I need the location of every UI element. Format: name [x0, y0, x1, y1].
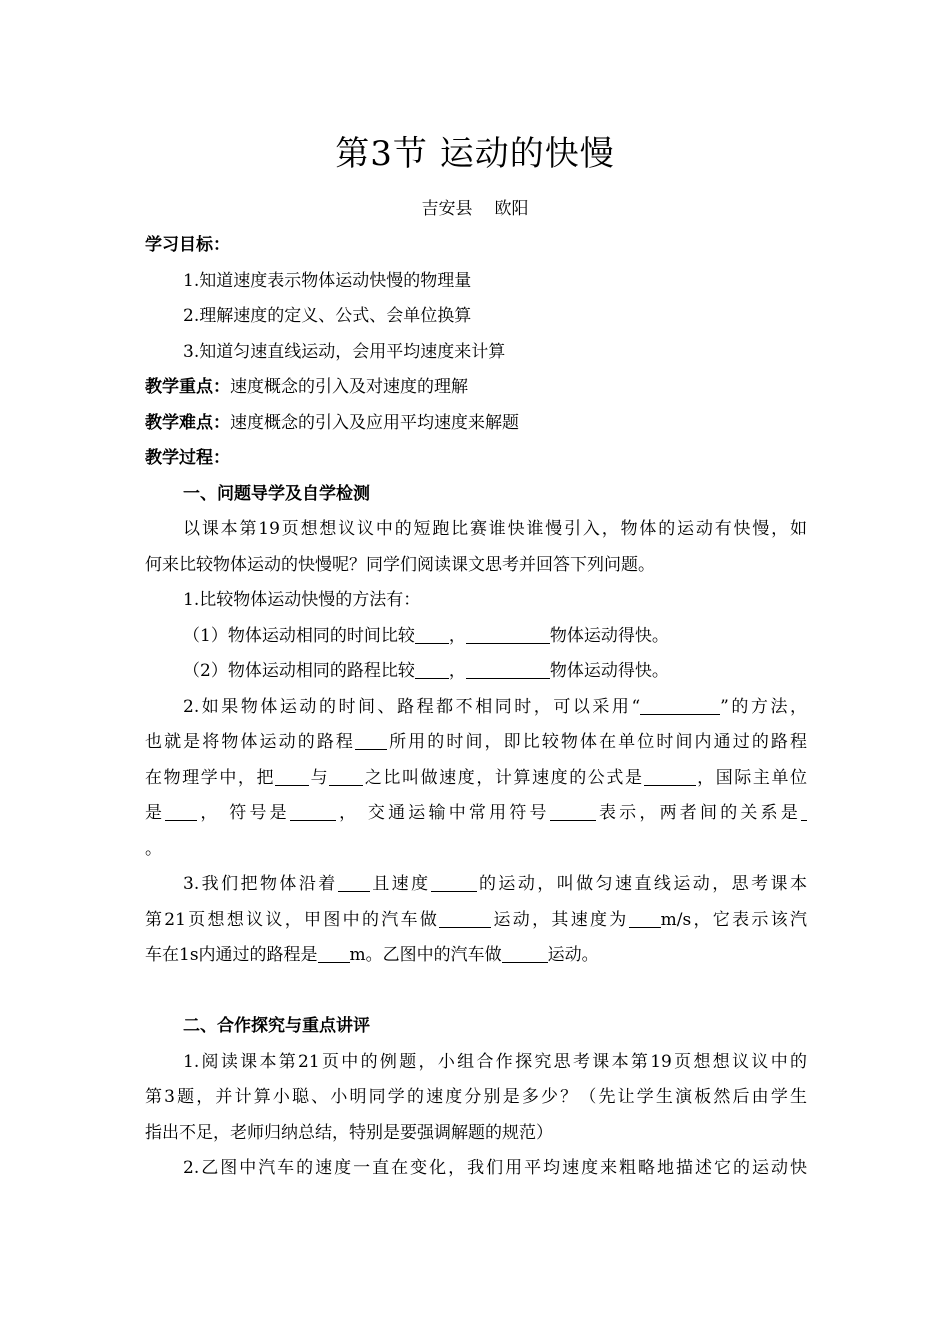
question-3-line	[145, 938, 807, 974]
spacer	[145, 974, 807, 1010]
difficulty-text: 速度概念的引入及应用平均速度来解题	[230, 412, 519, 433]
section2-paragraph-line: 指出不足，老师归纳总结，特别是要强调解题的规范）	[145, 1122, 553, 1143]
document-body	[145, 228, 807, 1187]
objectives-heading: 学习目标：	[145, 235, 230, 255]
blank[interactable]	[355, 731, 387, 750]
question-2-line	[145, 796, 807, 832]
author-line	[0, 194, 950, 219]
question-text: 且速度	[369, 874, 431, 894]
question-text: 第21页想想议议，甲图中的汽车做	[145, 909, 440, 930]
question-text: 表示，两者间的关系是	[595, 803, 802, 823]
question-text: 物体运动得快。	[549, 625, 669, 646]
blank[interactable]	[466, 660, 550, 679]
question-text: ，	[448, 661, 466, 681]
question-text: 车在1s内通过的路程是	[145, 945, 318, 965]
author-name: 欧阳	[494, 199, 529, 219]
blank[interactable]	[439, 909, 491, 928]
question-text: ， 符号是	[197, 803, 290, 823]
question-1: 1.比较物体运动快慢的方法有：	[183, 590, 421, 610]
difficulty-label: 教学难点：	[145, 412, 230, 433]
question-text: 运动。	[547, 945, 599, 965]
process-heading: 教学过程：	[145, 448, 230, 468]
blank[interactable]	[640, 696, 720, 715]
blank[interactable]	[502, 944, 548, 963]
author-county: 吉安县	[421, 199, 473, 219]
blank[interactable]	[629, 909, 661, 928]
question-text: 在物理学中，把	[145, 767, 276, 788]
key-point-label: 教学重点：	[145, 377, 230, 397]
question-text: 是	[145, 803, 166, 823]
question-2-line	[145, 725, 807, 761]
question-text: 2.如果物体运动的时间、路程都不相同时，可以采用“	[183, 696, 641, 717]
section2-heading: 二、合作探究与重点讲评	[183, 1016, 370, 1036]
blank[interactable]	[329, 767, 363, 786]
question-3-line	[145, 867, 807, 903]
objective-item: 1.知道速度表示物体运动快慢的物理量	[183, 270, 472, 291]
page-title: 第3节 运动的快慢	[335, 134, 615, 174]
blank[interactable]	[290, 802, 336, 821]
section2-paragraph-line: 1.阅读课本第21页中的例题，小组合作探究思考课本第19页想想议议中的	[183, 1051, 807, 1072]
question-text: ”的方法，	[720, 696, 807, 717]
key-point	[145, 370, 807, 406]
section1-heading: 一、问题导学及自学检测	[183, 483, 370, 504]
question-text: ，	[448, 625, 466, 646]
question-1b	[145, 654, 807, 690]
question-text: （2）物体运动相同的路程比较	[183, 661, 415, 681]
question-text: ， 交通运输中常用符号	[335, 803, 550, 823]
objective-item: 3.知道匀速直线运动，会用平均速度来计算	[183, 341, 506, 362]
blank[interactable]	[318, 944, 350, 963]
blank[interactable]	[275, 767, 309, 786]
question-text: ，国际主单位	[695, 767, 808, 788]
question-text: 也就是将物体运动的路程	[145, 732, 355, 752]
question-3-line	[145, 903, 807, 939]
question-text: （1）物体运动相同的时间比较	[183, 625, 415, 646]
question-text: 的运动，叫做匀速直线运动，思考课本	[476, 874, 807, 894]
question-2-line	[145, 690, 807, 726]
blank[interactable]	[415, 625, 449, 644]
blank[interactable]	[466, 625, 550, 644]
question-text: 与	[309, 767, 330, 788]
question-2-end: 。	[145, 838, 162, 859]
question-2-line	[145, 761, 807, 797]
question-text: 所用的时间，即比较物体在单位时间内通过的路程	[387, 732, 807, 752]
key-point-text: 速度概念的引入及对速度的理解	[230, 377, 468, 397]
section2-paragraph-line: 第3题，并计算小聪、小明同学的速度分别是多少？（先让学生演板然后由学生	[145, 1087, 807, 1107]
blank[interactable]	[644, 767, 696, 786]
blank[interactable]	[165, 802, 197, 821]
objective-item: 2.理解速度的定义、公式、会单位换算	[183, 306, 472, 326]
question-text: 3.我们把物体沿着	[183, 874, 338, 894]
question-1a	[145, 619, 807, 655]
question-text: 物体运动得快。	[549, 661, 669, 681]
section1-intro-line: 以课本第19页想想议议中的短跑比赛谁快谁慢引入，物体的运动有快慢，如	[183, 519, 807, 539]
blank[interactable]	[338, 873, 370, 892]
blank[interactable]	[431, 873, 477, 892]
section1-intro-line: 何来比较物体运动的快慢呢？同学们阅读课文思考并回答下列问题。	[145, 554, 655, 575]
question-text: 运动，其速度为	[491, 909, 629, 930]
section2-paragraph-line: 2.乙图中汽车的速度一直在变化，我们用平均速度来粗略地描述它的运动快	[183, 1158, 807, 1178]
blank[interactable]	[415, 660, 449, 679]
difficulty	[145, 406, 807, 442]
question-text: m/s，它表示该汽	[660, 909, 808, 930]
blank[interactable]	[550, 802, 596, 821]
question-text: 之比叫做速度，计算速度的公式是	[363, 767, 644, 788]
question-text: m。乙图中的汽车做	[349, 945, 502, 965]
blank[interactable]	[801, 802, 807, 821]
